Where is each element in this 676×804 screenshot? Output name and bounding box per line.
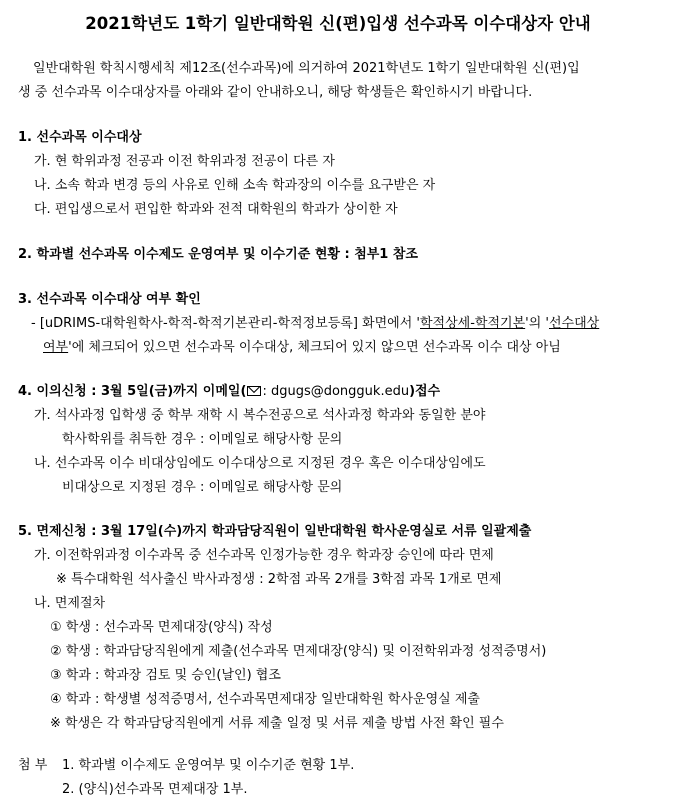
mail-icon (247, 386, 261, 396)
section5-step-3: ③ 학과 : 학과장 검토 및 승인(날인) 협조 (50, 668, 281, 683)
section5-note-1: ※ 특수대학원 석사출신 박사과정생 : 2학점 과목 2개를 3학점 과목 1개로 면제 (56, 572, 502, 587)
section4-item-ga: 가. 석사과정 입학생 중 학부 재학 시 복수전공으로 석사과정 학과와 동일한 분야 (34, 408, 486, 423)
attachment-label: 첨 부 (18, 758, 48, 773)
section5-step-2: ② 학생 : 학과담당직원에게 제출(선수과목 면제대장(양식) 및 이전학위과정 성적증명서) (50, 644, 547, 659)
section3-underline-3: 여부 (43, 340, 69, 355)
section5-item-ga: 가. 이전학위과정 이수과목 중 선수과목 인정가능한 경우 학과장 승인에 따라 면제 (34, 548, 494, 563)
intro-line-1: 일반대학원 학칙시행세칙 제12조(선수과목)에 의거하여 2021학년도 1학기 일반대학원 신(편)입 (33, 61, 580, 76)
section1-item-da: 다. 편입생으로서 편입한 학과와 전적 대학원의 학과가 상이한 자 (34, 202, 398, 217)
section3-line-1 (31, 315, 599, 333)
section3-underline-2: 선수대상 (549, 316, 600, 331)
section5-step-4: ④ 학과 : 학생별 성적증명서, 선수과목면제대장 일반대학원 학사운영실 제출 (50, 692, 480, 707)
section4-heading-tail: )접수 (409, 384, 441, 399)
section1-item-ga: 가. 현 학위과정 전공과 이전 학위과정 전공이 다른 자 (34, 154, 335, 169)
attachment-item-1: 1. 학과별 이수제도 운영여부 및 이수기준 현황 1부. (62, 758, 355, 773)
section3-heading: 3. 선수과목 이수대상 여부 확인 (18, 292, 201, 307)
section5-note-2: ※ 학생은 각 학과담당직원에게 서류 제출 일정 및 서류 제출 방법 사전 확인 필수 (50, 716, 504, 731)
section3-line1-mid: '의 ' (525, 316, 549, 331)
section2-heading: 2. 학과별 선수과목 이수제도 운영여부 및 이수기준 현황 : 첨부1 참조 (18, 247, 418, 262)
section4-item-na-cont: 비대상으로 지정된 경우 : 이메일로 해당사항 문의 (62, 480, 343, 495)
section4-item-na: 나. 선수과목 이수 비대상임에도 이수대상으로 지정된 경우 혹은 이수대상임에도 (34, 456, 486, 471)
intro-line-2: 생 중 선수과목 이수대상자를 아래와 같이 안내하오니, 해당 학생들은 확인하시기 바랍니다. (18, 85, 533, 100)
email-address: dgugs@dongguk.edu (270, 384, 410, 399)
section5-heading: 5. 면제신청 : 3월 17일(수)까지 학과담당직원이 일반대학원 학사운영실로 서류 일괄제출 (18, 524, 532, 539)
section1-heading: 1. 선수과목 이수대상 (18, 130, 142, 145)
section4-heading-text: 4. 이의신청 : 3월 5일(금)까지 이메일( (18, 384, 247, 399)
section3-underline-1: 학적상세-학적기본 (420, 316, 526, 331)
section1-item-na: 나. 소속 학과 변경 등의 사유로 인해 소속 학과장의 이수를 요구받은 자 (34, 178, 436, 193)
section3-line1-text: - [uDRIMS-대학원학사-학적-학적기본관리-학적정보등록] 화면에서 ' (31, 316, 420, 331)
page-title: 2021학년도 1학기 일반대학원 신(편)입생 선수과목 이수대상자 안내 (85, 14, 591, 33)
section4-item-ga-cont: 학사학위를 취득한 경우 : 이메일로 해당사항 문의 (62, 432, 343, 447)
section5-step-1: ① 학생 : 선수과목 면제대장(양식) 작성 (50, 620, 273, 635)
section3-line-2 (43, 339, 561, 357)
section5-item-na: 나. 면제절차 (34, 596, 106, 611)
attachment-item-2: 2. (양식)선수과목 면제대장 1부. (62, 782, 248, 797)
section4-heading: 4. 이의신청 : 3월 5일(금)까지 이메일( : dgugs@dongguk.edu)접수 (18, 384, 441, 399)
section3-line2-text: '에 체크되어 있으면 선수과목 이수대상, 체크되어 있지 않으면 선수과목 이수 대상 아님 (68, 340, 561, 355)
